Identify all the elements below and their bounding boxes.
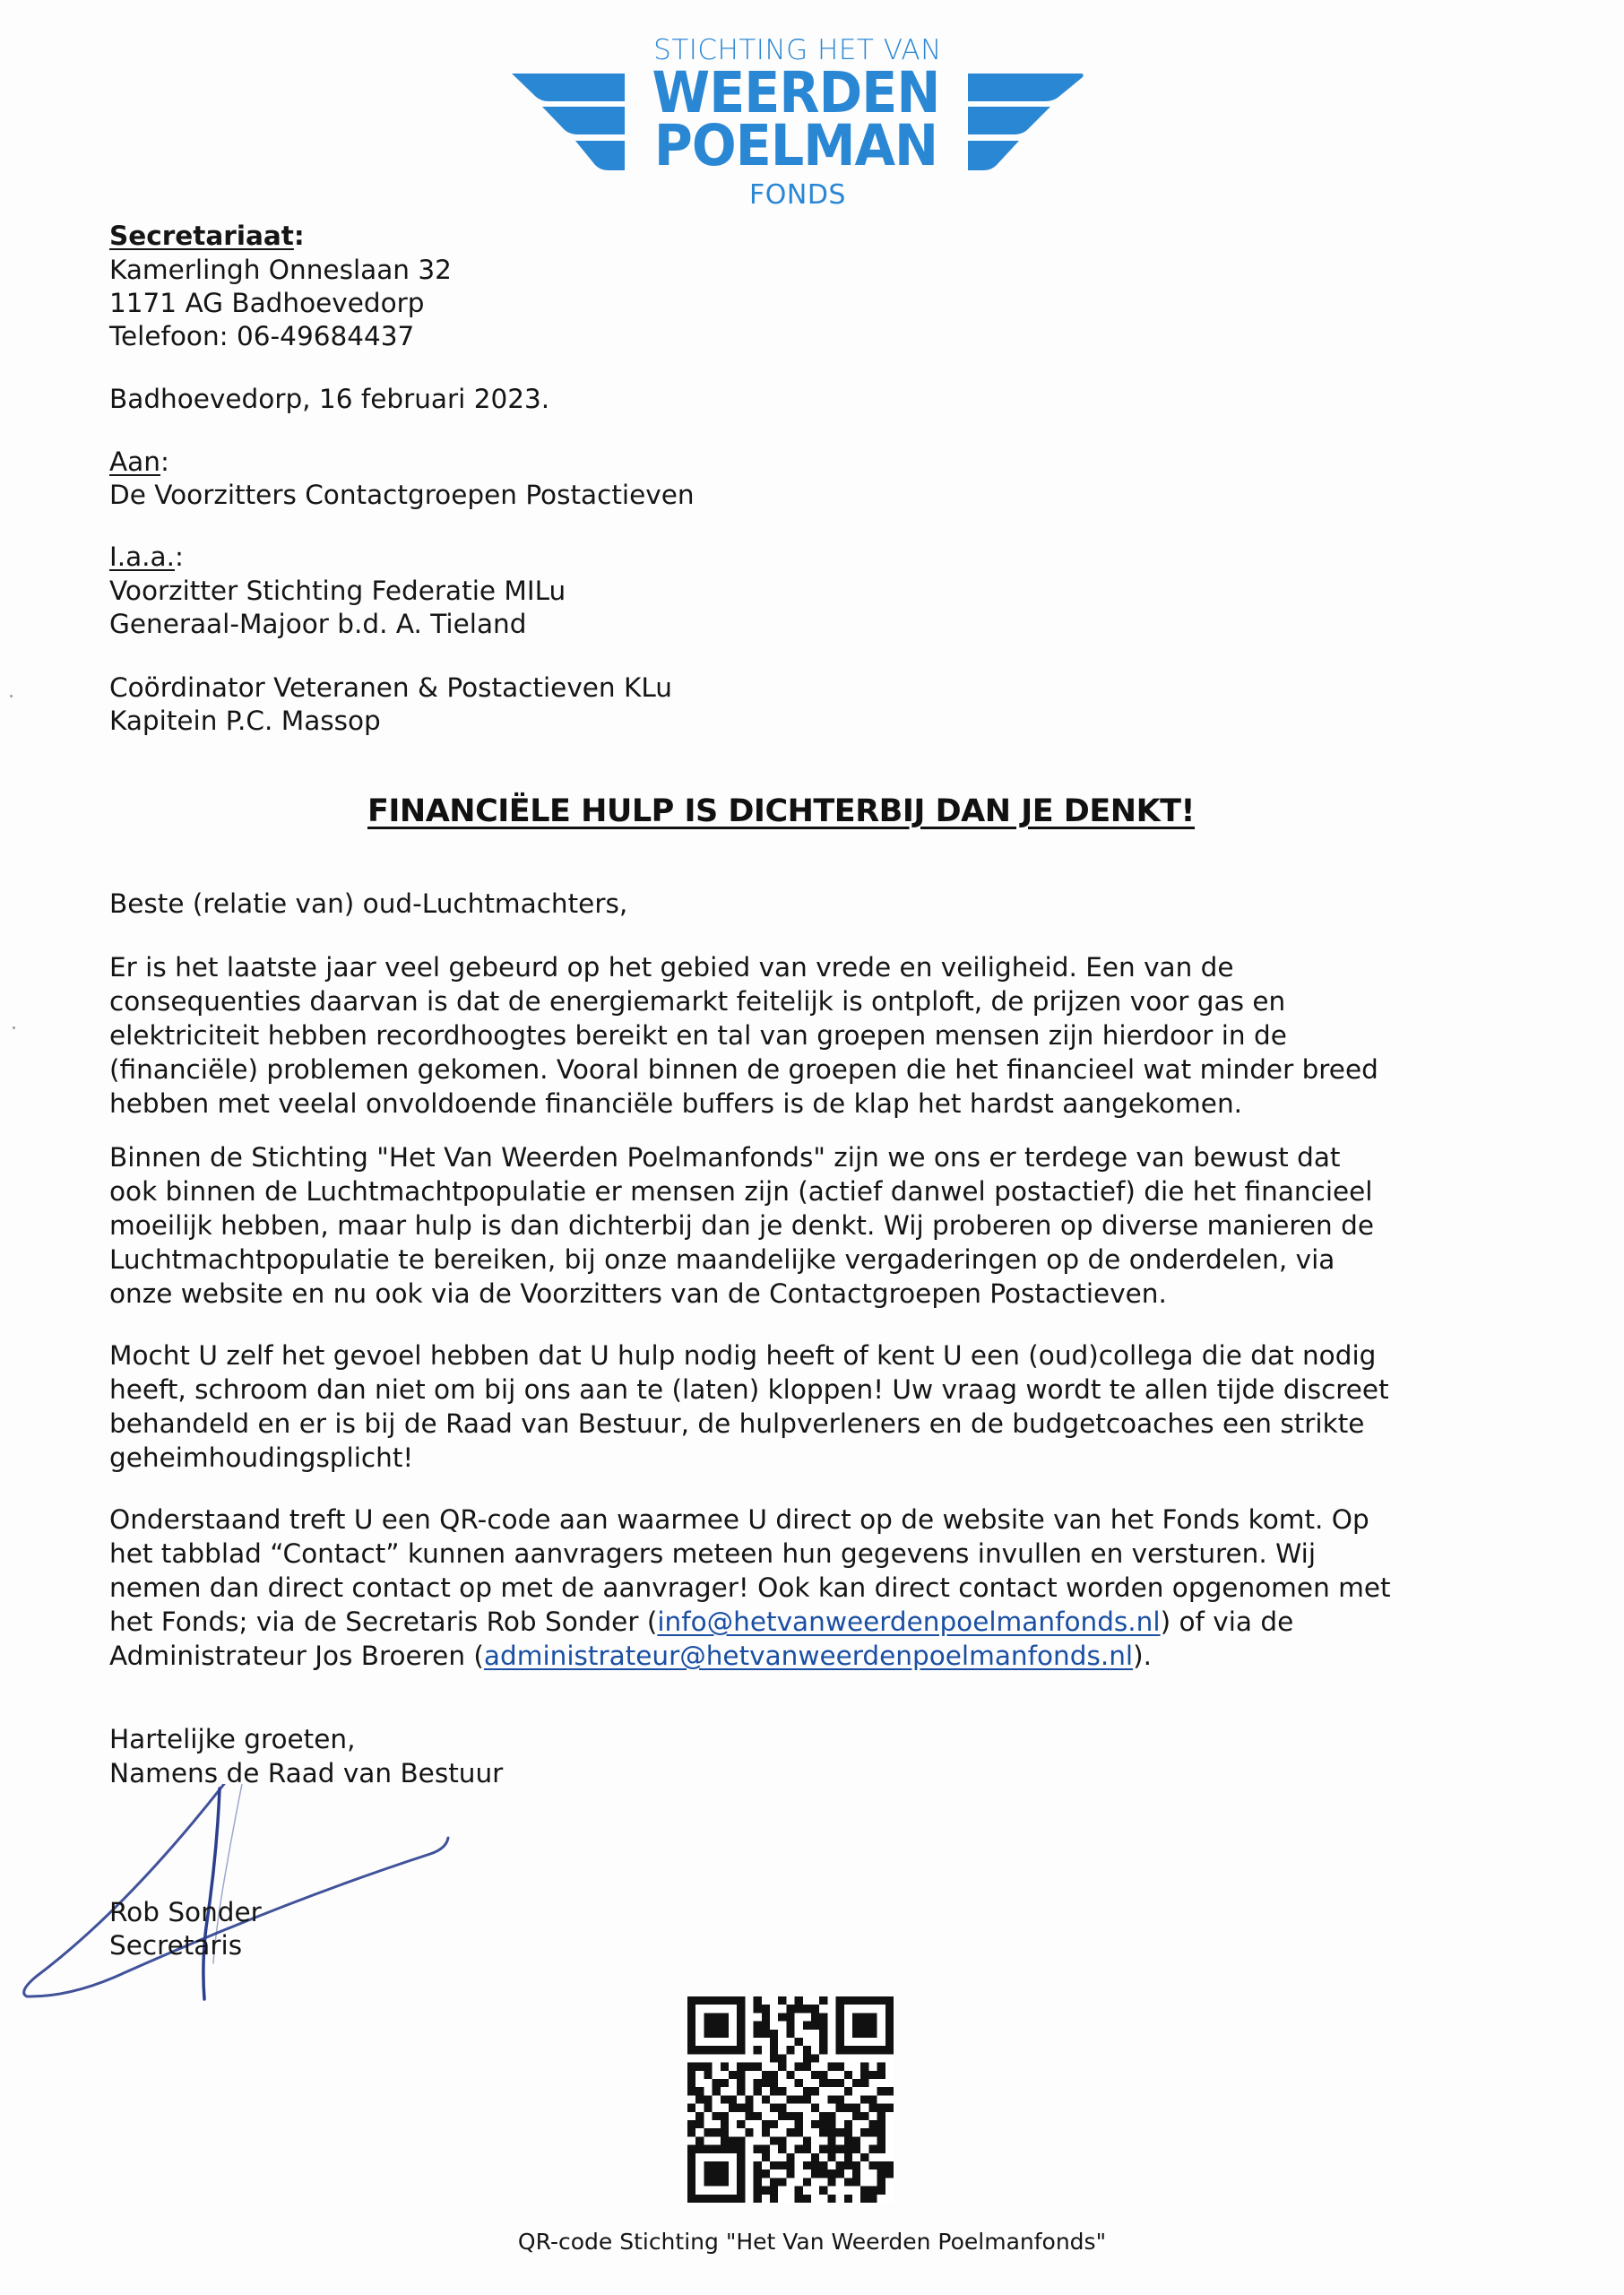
salutation: Beste (relatie van) oud-Luchtmachters, [109,888,628,919]
signer-name: Rob Sonder [109,1897,262,1927]
cc-label-text: I.a.a. [109,541,175,572]
paragraph-line: moeilijk hebben, maar hulp is dan dichterbij dan je denkt. Wij proberen op diverse manieren de [109,1210,1375,1241]
logo-top-line: STICHTING HET VAN [653,34,942,66]
logo-bottom-line: FONDS [749,179,846,211]
sender-address-line-2: 1171 AG Badhoevedorp [109,288,425,318]
cc-recipient-2-line-2: Kapitein P.C. Massop [109,706,381,736]
sender-phone: Telefoon: 06-49684437 [109,321,415,351]
paragraph-line: geheimhoudingsplicht! [109,1442,414,1473]
paragraph-line: elektriciteit hebben recordhoogtes bereikt en tal van groepen mensen zijn hierdoor in de [109,1020,1287,1051]
paragraph-line: consequenties daarvan is dat de energiemarkt feitelijk is ontploft, de prijzen voor gas en [109,986,1286,1017]
paragraph-line: ook binnen de Luchtmachtpopulatie er mensen zijn (actief danwel postactief) die het financieel [109,1176,1373,1207]
paragraph-line: (financiële) problemen gekomen. Vooral binnen de groepen die het financieel wat minder breed [109,1054,1378,1085]
fund-logo [502,27,1093,215]
administrator-email-link[interactable]: administrateur@hetvanweerdenpoelmanfonds.nl [483,1641,1134,1671]
line-text: ) of via de [1160,1606,1294,1637]
paragraph-line: onze website en nu ook via de Voorzitters van de Contactgroepen Postactieven. [109,1278,1167,1309]
paragraph-line: Luchtmachtpopulatie te bereiken, bij onze maandelijke vergaderingen op de onderdelen, via [109,1244,1335,1275]
sender-heading-colon: : [293,221,305,251]
closing-on-behalf: Namens de Raad van Bestuur [109,1758,504,1788]
paragraph-line: nemen dan direct contact op met de aanvrager! Ook kan direct contact worden opgenomen met [109,1572,1391,1603]
to-label-text: Aan [109,446,160,477]
scan-speck [13,1026,15,1029]
paragraph-line: Er is het laatste jaar veel gebeurd op het gebied van vrede en veiligheid. Een van de [109,952,1234,983]
paragraph-line [109,1606,1293,1638]
cc-recipient-2-line-1: Coördinator Veteranen & Postactieven KLu [109,672,672,703]
paragraph-line: heeft, schroom dan niet om bij ons aan te (laten) kloppen! Uw vraag wordt te allen tijde discreet [109,1374,1389,1405]
to-label [109,446,169,478]
sender-heading-label: Secretariaat [109,221,294,251]
cc-recipient-1-line-2: Generaal-Majoor b.d. A. Tieland [109,609,527,639]
paragraph-line: behandeld en er is bij de Raad van Bestuur, de hulpverleners en de budgetcoaches een strikte [109,1408,1365,1439]
sender-address-line-1: Kamerlingh Onneslaan 32 [109,255,452,285]
paragraph-line: Binnen de Stichting "Het Van Weerden Poelmanfonds" zijn we ons er terdege van bewust dat [109,1142,1341,1173]
scan-speck [10,695,13,697]
cc-label-colon: : [175,541,184,572]
date-line: Badhoevedorp, 16 februari 2023. [109,384,550,414]
paragraph-line: Mocht U zelf het gevoel hebben dat U hulp nodig heeft of kent U een (oud)collega die dat nodig [109,1340,1377,1371]
logo-name-line-1: WEERDEN [652,60,940,126]
to-recipient: De Voorzitters Contactgroepen Postactieven [109,480,695,510]
line-text: Administrateur Jos Broeren ( [109,1641,484,1671]
line-text: het Fonds; via de Secretaris Rob Sonder ( [109,1606,658,1637]
sender-heading [109,220,305,252]
paragraph-line [109,1640,1152,1672]
logo-name-line-2: POELMAN [653,113,938,178]
to-label-colon: : [160,446,169,477]
letter-title: FINANCIËLE HULP IS DICHTERBIJ DAN JE DENKT! [367,793,1196,829]
line-text: ). [1133,1641,1152,1671]
qr-caption: QR-code Stichting "Het Van Weerden Poelmanfonds" [517,2229,1107,2255]
closing-greeting: Hartelijke groeten, [109,1724,356,1754]
paragraph-line: het tabblad “Contact” kunnen aanvragers meteen hun gegevens invullen en versturen. Wij [109,1538,1317,1569]
signer-role: Secretaris [109,1930,243,1961]
secretary-email-link[interactable]: info@hetvanweerdenpoelmanfonds.nl [657,1606,1161,1637]
website-qr-code[interactable] [687,1996,894,2203]
paragraph-line: Onderstaand treft U een QR-code aan waarmee U direct op de website van het Fonds komt. Op [109,1504,1369,1535]
cc-label [109,541,184,573]
paragraph-line: hebben met veelal onvoldoende financiële buffers is de klap het hardst aangekomen. [109,1088,1243,1119]
cc-recipient-1-line-1: Voorzitter Stichting Federatie MILu [109,576,566,606]
